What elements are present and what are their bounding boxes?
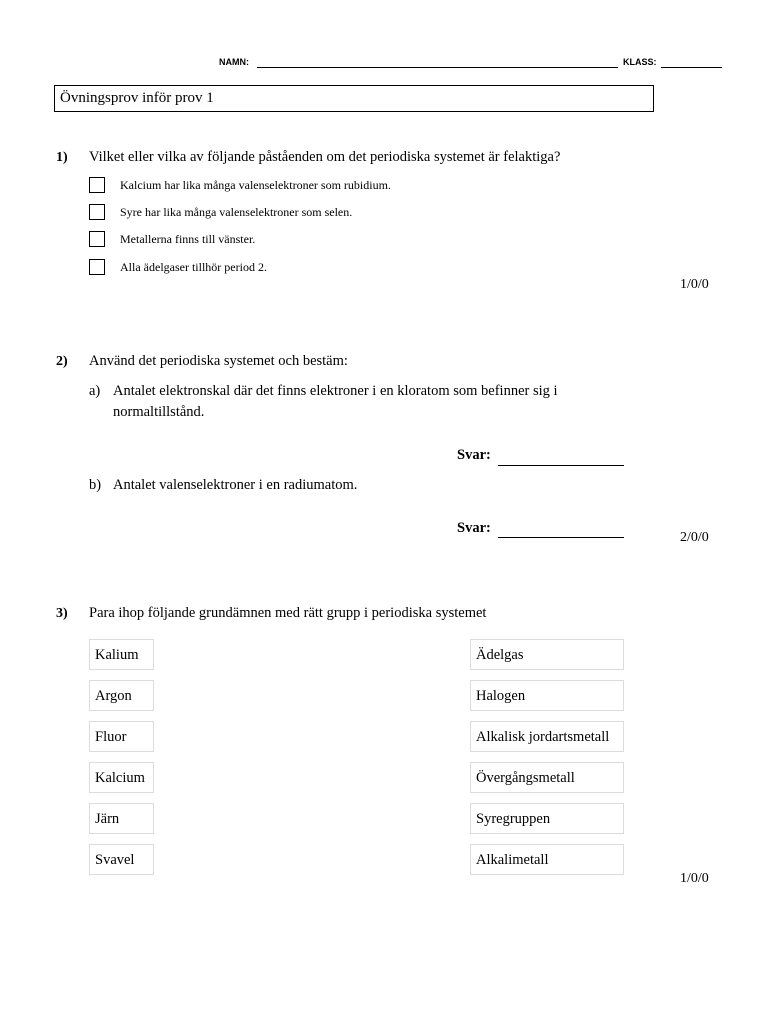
question-2a-label: a) bbox=[89, 383, 101, 399]
class-field[interactable] bbox=[661, 67, 722, 68]
document-title: Övningsprov inför prov 1 bbox=[54, 85, 654, 112]
match-element-item[interactable]: Svavel bbox=[89, 844, 154, 875]
match-element-item[interactable]: Fluor bbox=[89, 721, 154, 752]
answer-label: Svar: bbox=[457, 447, 491, 463]
question-2-points: 2/0/0 bbox=[680, 530, 709, 545]
match-group-item[interactable]: Alkalimetall bbox=[470, 844, 624, 875]
question-1-option[interactable] bbox=[89, 204, 352, 220]
name-field[interactable] bbox=[257, 67, 618, 68]
question-2-number: 2) bbox=[56, 354, 68, 369]
match-element-item[interactable]: Kalcium bbox=[89, 762, 154, 793]
question-1-option[interactable] bbox=[89, 231, 255, 247]
answer-2b-field[interactable] bbox=[498, 537, 624, 538]
question-3-text: Para ihop följande grundämnen med rätt grupp i periodiska systemet bbox=[89, 605, 487, 621]
question-1-text: Vilket eller vilka av följande påståenden om det periodiska systemet är felaktiga? bbox=[89, 149, 561, 165]
question-3-number: 3) bbox=[56, 606, 68, 621]
match-group-item[interactable]: Ädelgas bbox=[470, 639, 624, 670]
question-2b-label: b) bbox=[89, 477, 102, 493]
name-label: NAMN: bbox=[219, 57, 249, 67]
match-group-item[interactable]: Syregruppen bbox=[470, 803, 624, 834]
question-2-text: Använd det periodiska systemet och bestäm: bbox=[89, 353, 348, 369]
option-label: Kalcium har lika många valenselektroner som rubidium. bbox=[120, 177, 391, 192]
question-1-points: 1/0/0 bbox=[680, 277, 709, 292]
match-group-item[interactable]: Halogen bbox=[470, 680, 624, 711]
answer-label: Svar: bbox=[457, 520, 491, 536]
answer-2a-field[interactable] bbox=[498, 465, 624, 466]
question-2a-text-line-1: Antalet elektronskal där det finns elektroner i en kloratom som befinner sig i bbox=[113, 383, 558, 399]
option-label: Metallerna finns till vänster. bbox=[120, 231, 256, 246]
class-label: KLASS: bbox=[623, 57, 657, 67]
question-1-number: 1) bbox=[56, 150, 68, 165]
option-label: Alla ädelgaser tillhör period 2. bbox=[120, 259, 267, 274]
match-element-item[interactable]: Järn bbox=[89, 803, 154, 834]
checkbox[interactable] bbox=[89, 204, 105, 220]
match-element-item[interactable]: Argon bbox=[89, 680, 154, 711]
checkbox[interactable] bbox=[89, 231, 105, 247]
question-2b-text: Antalet valenselektroner i en radiumatom. bbox=[113, 477, 358, 493]
match-group-item[interactable]: Övergångsmetall bbox=[470, 762, 624, 793]
match-group-item[interactable]: Alkalisk jordartsmetall bbox=[470, 721, 624, 752]
question-1-option[interactable] bbox=[89, 259, 267, 275]
match-element-item[interactable]: Kalium bbox=[89, 639, 154, 670]
checkbox[interactable] bbox=[89, 177, 105, 193]
question-3-points: 1/0/0 bbox=[680, 871, 709, 886]
student-info-header bbox=[0, 57, 768, 71]
question-2a-text-line-2: normaltillstånd. bbox=[113, 404, 205, 420]
question-1-option[interactable] bbox=[89, 177, 391, 193]
checkbox[interactable] bbox=[89, 259, 105, 275]
option-label: Syre har lika många valenselektroner som selen. bbox=[120, 204, 353, 219]
